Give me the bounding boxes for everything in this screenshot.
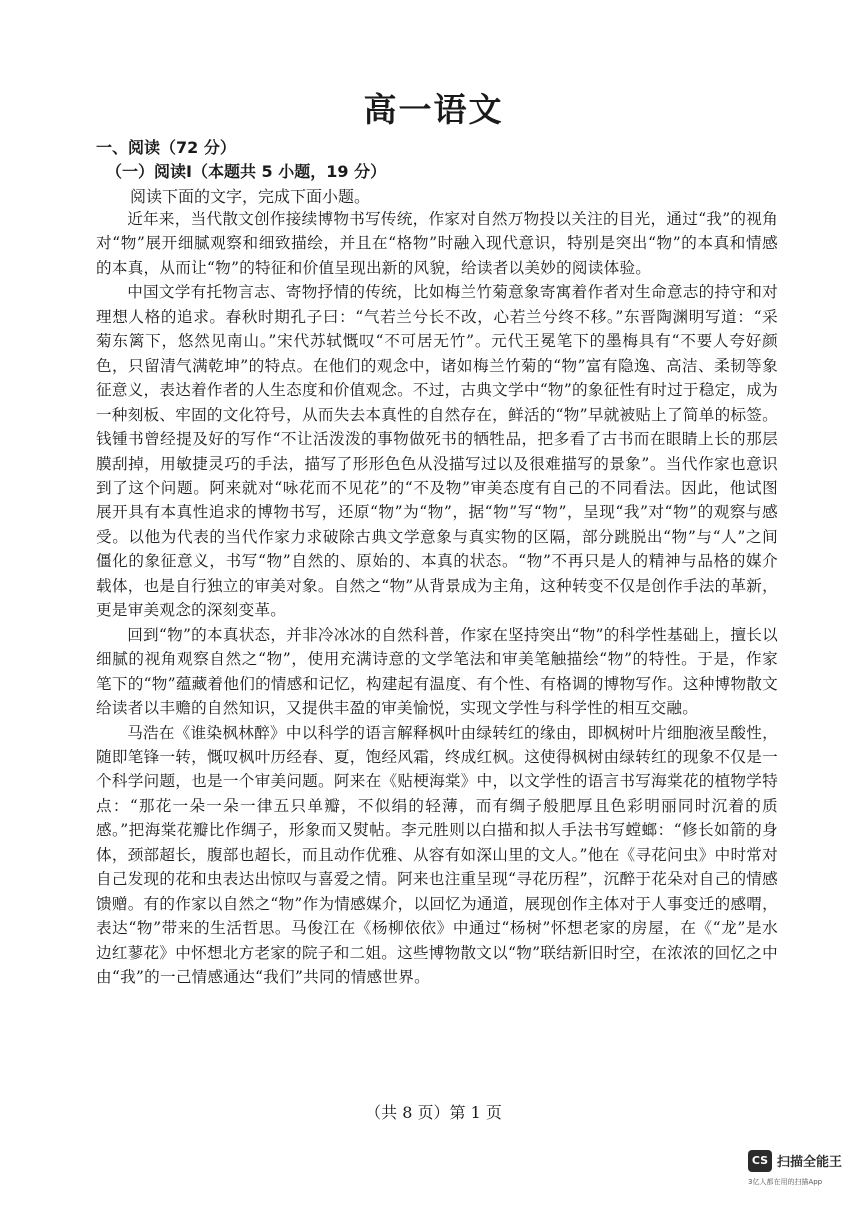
camscanner-logo-icon: CS <box>748 1150 772 1172</box>
paragraph-4: 马浩在《谁染枫林醉》中以科学的语言解释枫叶由绿转红的缘由，即枫树叶片细胞液呈酸性，随即笔锋一转，慨叹枫叶历经春、夏，饱经风霜，终成红枫。这使得枫树由绿转红的现象不仅是一个科学问题，也是一个审美问题。阿来在《贴梗海棠》中，以文学性的语言书写海棠花的植物学特点：“那花一朵一朵一律五只单瓣，不似绢的轻薄，而有绸子般肥厚且色彩明丽同时沉着的质感。”把海棠花瓣比作绸子，形象而又熨帖。李元胜则以白描和拟人手法书写螳螂：“修长如箭的身体，颈部超长，腹部也超长，而且动作优雅、从容有如深山里的文人。”他在《寻花问虫》中时常对自己发现的花和虫表达出惊叹与喜爱之情。阿来也注重呈现“寻花历程”，沉醉于花朵对自己的情感馈赠。有的作家以自然之“物”作为情感媒介，以回忆为通道，展现创作主体对于人事变迁的感喟，表达“物”带来的生活哲思。马俊江在《杨柳依依》中通过“杨树”怀想老家的房屋，在《“龙”是水边红蓼花》中怀想北方老家的院子和二姐。这些博物散文以“物”联结新旧时空，在浓浓的回忆之中由“我”的一己情感通达“我们”共同的情感世界。 <box>96 723 778 987</box>
section-heading: 一、阅读（72 分） <box>96 138 236 157</box>
reading-instruction: 阅读下面的文字，完成下面小题。 <box>130 187 371 206</box>
scanner-watermark <box>748 1150 860 1194</box>
watermark-slogan: 3亿人都在用的扫描App <box>748 1178 823 1186</box>
paragraph-3: 回到“物”的本真状态，并非冷冰冰的自然科普，作家在坚持突出“物”的科学性基础上，擅长以细腻的视角观察自然之“物”，使用充满诗意的文学笔法和审美笔触描绘“物”的特性。于是，作家笔下的“物”蕴藏着他们的情感和记忆，构建起有温度、有个性、有格调的博物写作。这种博物散文给读者以丰赡的自然知识，又提供丰盈的审美愉悦，实现文学性与科学性的相互交融。 <box>96 625 778 718</box>
passage-body <box>96 207 778 990</box>
paragraph-1: 近年来，当代散文创作接续博物书写传统，作家对自然万物投以关注的目光，通过“我”的视角对“物”展开细腻观察和细致描绘，并且在“格物”时融入现代意识，特别是突出“物”的本真和情感的本真，从而让“物”的特征和价值呈现出新的风貌，给读者以美妙的阅读体验。 <box>96 210 778 277</box>
subsection-heading: （一）阅读I（本题共 5 小题，19 分） <box>106 162 387 181</box>
watermark-app-name: 扫描全能王 <box>777 1155 843 1170</box>
page-footer: （共 8 页）第 1 页 <box>365 1103 502 1122</box>
page-title: 高一语文 <box>363 90 504 129</box>
paragraph-2: 中国文学有托物言志、寄物抒情的传统，比如梅兰竹菊意象寄寓着作者对生命意志的持守和对理想人格的追求。春秋时期孔子曰：“气若兰兮长不改，心若兰兮终不移。”东晋陶渊明写道：“采菊东篱下，悠然见南山。”宋代苏轼慨叹“不可居无竹”。元代王冕笔下的墨梅具有“不要人夸好颜色，只留清气满乾坤”的特点。在他们的观念中，诸如梅兰竹菊的“物”富有隐逸、高洁、柔韧等象征意义，表达着作者的人生态度和价值观念。不过，古典文学中“物”的象征性有时过于稳定，成为一种刻板、牢固的文化符号，从而失去本真性的自然存在，鲜活的“物”早就被贴上了简单的标签。钱锺书曾经提及好的写作“不让活泼泼的事物做死书的牺牲品，把多看了古书而在眼睛上长的那层膜刮掉，用敏捷灵巧的手法，描写了形形色色从没描写过以及很难描写的景象”。当代作家也意识到了这个问题。阿来就对“咏花而不见花”的“不及物”审美态度有自己的不同看法。因此，他试图展开具有本真性追求的博物书写，还原“物”为“物”，据“物”写“物”，呈现“我”对“物”的观察与感受。以他为代表的当代作家力求破除古典文学意象与真实物的区隔，部分跳脱出“物”与“人”之间僵化的象征意义，书写“物”自然的、原始的、本真的状态。“物”不再只是人的精神与品格的媒介载体，也是自行独立的审美对象。自然之“物”从背景成为主角，这种转变不仅是创作手法的革新，更是审美观念的深刻变革。 <box>96 283 778 620</box>
